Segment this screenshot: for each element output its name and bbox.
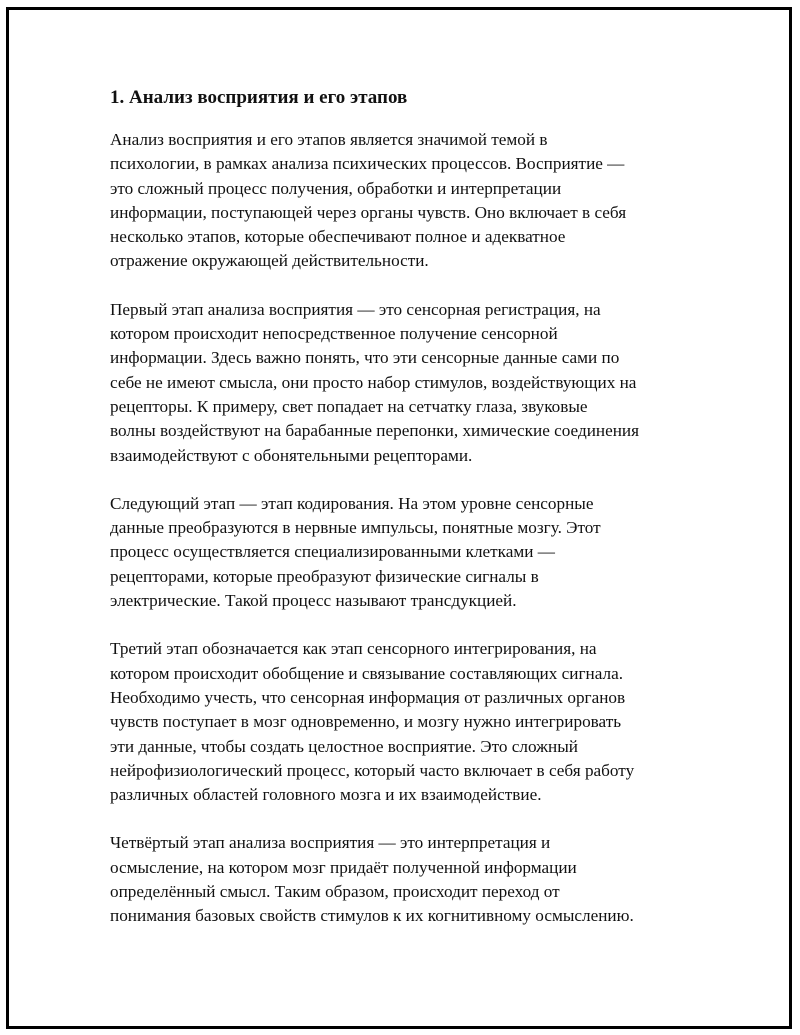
section-heading: 1. Анализ восприятия и его этапов [110,87,408,108]
paragraph-encoding: Следующий этап — этап кодирования. На этом уровне сенсорные данные преобразуются в нервные импульсы, понятные мозгу. Этот процесс осуществляется специализированными клетками — рецепторами, которые преобразуют физические сигналы в электрические. Такой процесс называют трансдукцией. [110,493,601,611]
paragraph-interpretation: Четвёртый этап анализа восприятия — это интерпретация и осмысление, на котором мозг придаёт полученной информации определённый смысл. Таким образом, происходит переход от понимания базовых свойств стимулов к их когнитивному осмыслению. [110,833,634,926]
paragraph-intro: Анализ восприятия и его этапов является значимой темой в психологии, в рамках анализа психических процессов. Восприятие — это сложный процесс получения, обработки и интерпретации информации, поступающей через органы чувств. Оно включает в себя несколько этапов, которые обеспечивают полное и адекватное отражение окружающей действительности. [110,130,627,271]
document-body [110,86,700,953]
paragraph-sensory-integration: Третий этап обозначается как этап сенсорного интегрирования, на котором происходит обобщение и связывание составляющих сигнала. Необходимо учесть, что сенсорная информация от различных органов чувств поступает в мозг одновременно, и мозгу нужно интегрировать эти данные, чтобы создать целостное восприятие. Это сложный нейрофизиологический процесс, который часто включает в себя работу различных областей головного мозга и их взаимодействие. [110,639,635,805]
paragraph-sensory-registration: Первый этап анализа восприятия — это сенсорная регистрация, на котором происходит непосредственное получение сенсорной информации. Здесь важно понять, что эти сенсорные данные сами по себе не имеют смысла, они просто набор стимулов, воздействующих на рецепторы. К примеру, свет попадает на сетчатку глаза, звуковые волны воздействуют на барабанные перепонки, химические соединения взаимодействуют с обонятельными рецепторами. [110,299,640,465]
